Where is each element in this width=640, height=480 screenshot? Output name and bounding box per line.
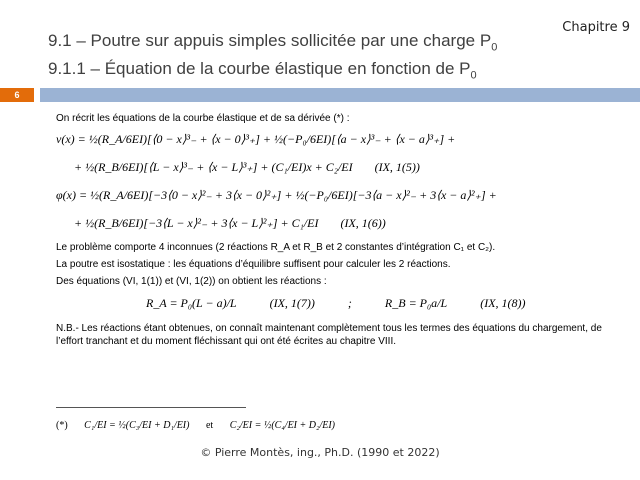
isostatic-text: La poutre est isostatique : les équations d’équilibre suffisent pour calculer les 2 réactions. bbox=[56, 259, 451, 270]
equation-v-line-2: + ½(R_B/6EI)[⟨L − x⟩³₋ + ⟨x − L⟩³₊] + (C₁/EI)x + C₂/EI (IX, 1(5)) bbox=[56, 153, 626, 181]
page-number: 6 bbox=[0, 88, 34, 102]
footnote-et: et bbox=[205, 420, 214, 431]
reaction-separator: ; bbox=[347, 296, 352, 310]
title-line-1: 9.1 – Poutre sur appuis simples sollicitée par une charge $P_0$ bbox=[48, 31, 498, 54]
equation-phi-line-2: + ½(R_B/6EI)[−3⟨L − x⟩²₋ + 3⟨x − L⟩²₊] + C₁/EI (IX, 1(6)) bbox=[56, 209, 626, 237]
footnote bbox=[56, 420, 335, 431]
copyright: © Pierre Montès, ing., Ph.D. (1990 et 2022) bbox=[200, 446, 440, 459]
intro-text: On récrit les équations de la courbe élastique et de sa dérivée (*) : bbox=[56, 113, 350, 124]
reaction-a-tag: (IX, 1(7)) bbox=[269, 296, 315, 310]
footnote-marker: (*) bbox=[56, 420, 68, 431]
reaction-b: R_B = P₀a/L bbox=[384, 296, 448, 310]
footnote-eq-1: C₁/EI = ½(C₃/EI + D₁/EI) bbox=[84, 420, 190, 431]
slide-content bbox=[56, 112, 626, 348]
slide-title bbox=[48, 30, 497, 87]
footnote-separator bbox=[56, 407, 246, 408]
equation-v-tag: (IX, 1(5)) bbox=[374, 160, 420, 174]
unknowns-text: Le problème comporte 4 inconnues (2 réactions R_A et R_B et 2 constantes d’intégration C₁ et C₂). bbox=[56, 242, 496, 253]
equation-phi-tag: (IX, 1(6)) bbox=[340, 216, 386, 230]
reaction-b-tag: (IX, 1(8)) bbox=[480, 296, 526, 310]
nb-line-2: l’effort tranchant et du moment fléchissant qui ont été écrites au chapitre VIII. bbox=[56, 336, 396, 347]
equation-v-line-1: v(x) = ½(R_A/6EI)[⟨0 − x⟩³₋ + ⟨x − 0⟩³₊] + ½(−P₀/6EI)[⟨a − x⟩³₋ + ⟨x − a⟩³₊] + bbox=[56, 132, 456, 146]
page-band bbox=[0, 88, 640, 102]
equation-phi-line-1: φ(x) = ½(R_A/6EI)[−3⟨0 − x⟩²₋ + 3⟨x − 0⟩²₊] + ½(−P₀/6EI)[−3⟨a − x⟩²₋ + 3⟨x − a⟩²₊] + bbox=[56, 188, 497, 202]
footnote-eq-2: C₂/EI = ½(C₄/EI + D₂/EI) bbox=[229, 420, 336, 431]
from-equations-text: Des équations (VI, 1(1)) et (VI, 1(2)) on obtient les réactions : bbox=[56, 276, 327, 287]
reactions-equations bbox=[56, 288, 626, 318]
header-bar bbox=[40, 88, 640, 102]
nb-line-1: N.B.- Les réactions étant obtenues, on connaît maintenant complètement tous les termes des équations du chargement, de bbox=[56, 323, 602, 334]
chapter-label: Chapitre 9 bbox=[562, 20, 630, 35]
reaction-a: R_A = P₀(L − a)/L bbox=[146, 296, 237, 310]
title-line-2: 9.1.1 – Équation de la courbe élastique en fonction de $P_0$ bbox=[48, 59, 477, 82]
